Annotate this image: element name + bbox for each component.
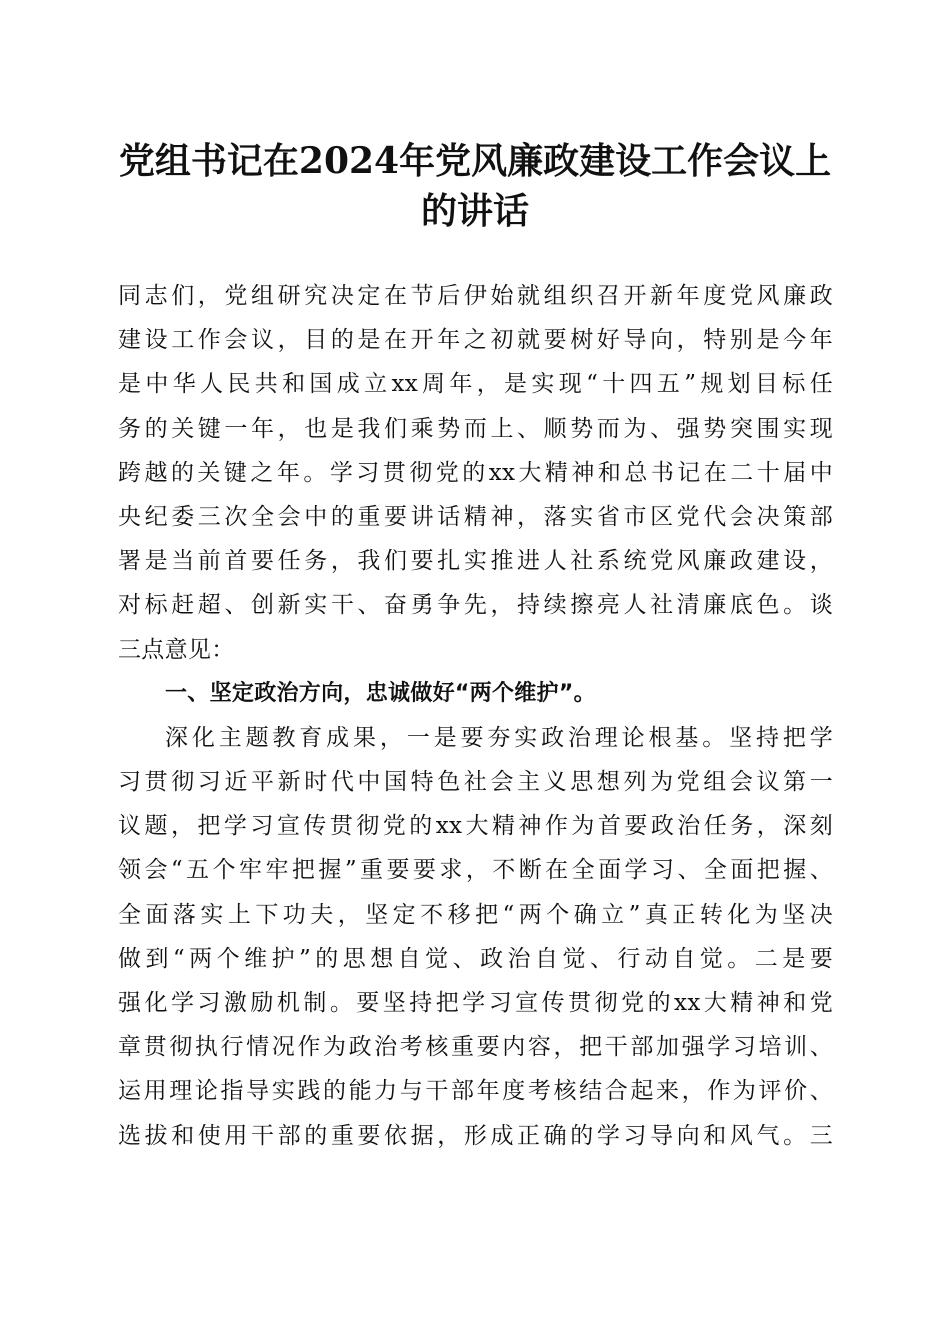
section-heading: 一、坚定政治方向，忠诚做好“两个维护”。 xyxy=(165,680,596,706)
text-line: 习贯彻习近平新时代中国特色社会主义思想列为党组会议第一 xyxy=(118,769,833,796)
text-line: 做到“两个维护”的思想自觉、政治自觉、行动自觉。二是要 xyxy=(118,945,833,972)
text-line: 全面落实上下功夫，坚定不移把“两个确立”真正转化为坚决 xyxy=(118,901,833,928)
title-line-2: 的讲话 xyxy=(420,190,529,232)
text-line: 跨越的关键之年。学习贯彻党的xx大精神和总书记在二十届中 xyxy=(118,459,833,486)
text-line: 三点意见： xyxy=(118,636,235,663)
text-line: 建设工作会议，目的是在开年之初就要树好导向，特别是今年 xyxy=(118,327,833,354)
document-title xyxy=(110,136,840,236)
text-line: 运用理论指导实践的能力与干部年度考核结合起来，作为评价、 xyxy=(118,1078,833,1105)
text-line: 选拔和使用干部的重要依据，形成正确的学习导向和风气。三 xyxy=(118,1122,833,1149)
text-line: 是中华人民共和国成立xx周年，是实现“十四五”规划目标任 xyxy=(118,371,833,398)
title-line-1: 党组书记在2024年党风廉政建设工作会议上 xyxy=(118,140,832,182)
text-line: 同志们，党组研究决定在节后伊始就组织召开新年度党风廉政 xyxy=(118,283,833,309)
text-line: 章贯彻执行情况作为政治考核重要内容，把干部加强学习培训、 xyxy=(118,1034,833,1061)
text-line: 强化学习激励机制。要坚持把学习宣传贯彻党的xx大精神和党 xyxy=(118,990,833,1016)
text-line: 领会“五个牢牢把握”重要要求，不断在全面学习、全面把握、 xyxy=(118,857,833,884)
text-line: 对标赶超、创新实干、奋勇争先，持续擦亮人社清廉底色。谈 xyxy=(118,592,833,619)
text-line: 议题，把学习宣传贯彻党的xx大精神作为首要政治任务，深刻 xyxy=(118,813,833,840)
text-line: 署是当前首要任务，我们要扎实推进人社系统党风廉政建设， xyxy=(118,548,833,575)
text-line: 深化主题教育成果，一是要夯实政治理论根基。坚持把学 xyxy=(165,724,833,751)
document-body xyxy=(118,274,833,1158)
text-line: 央纪委三次全会中的重要讲话精神，落实省市区党代会决策部 xyxy=(118,503,833,530)
text-line: 务的关键一年，也是我们乘势而上、顺势而为、强势突围实现 xyxy=(118,415,833,442)
